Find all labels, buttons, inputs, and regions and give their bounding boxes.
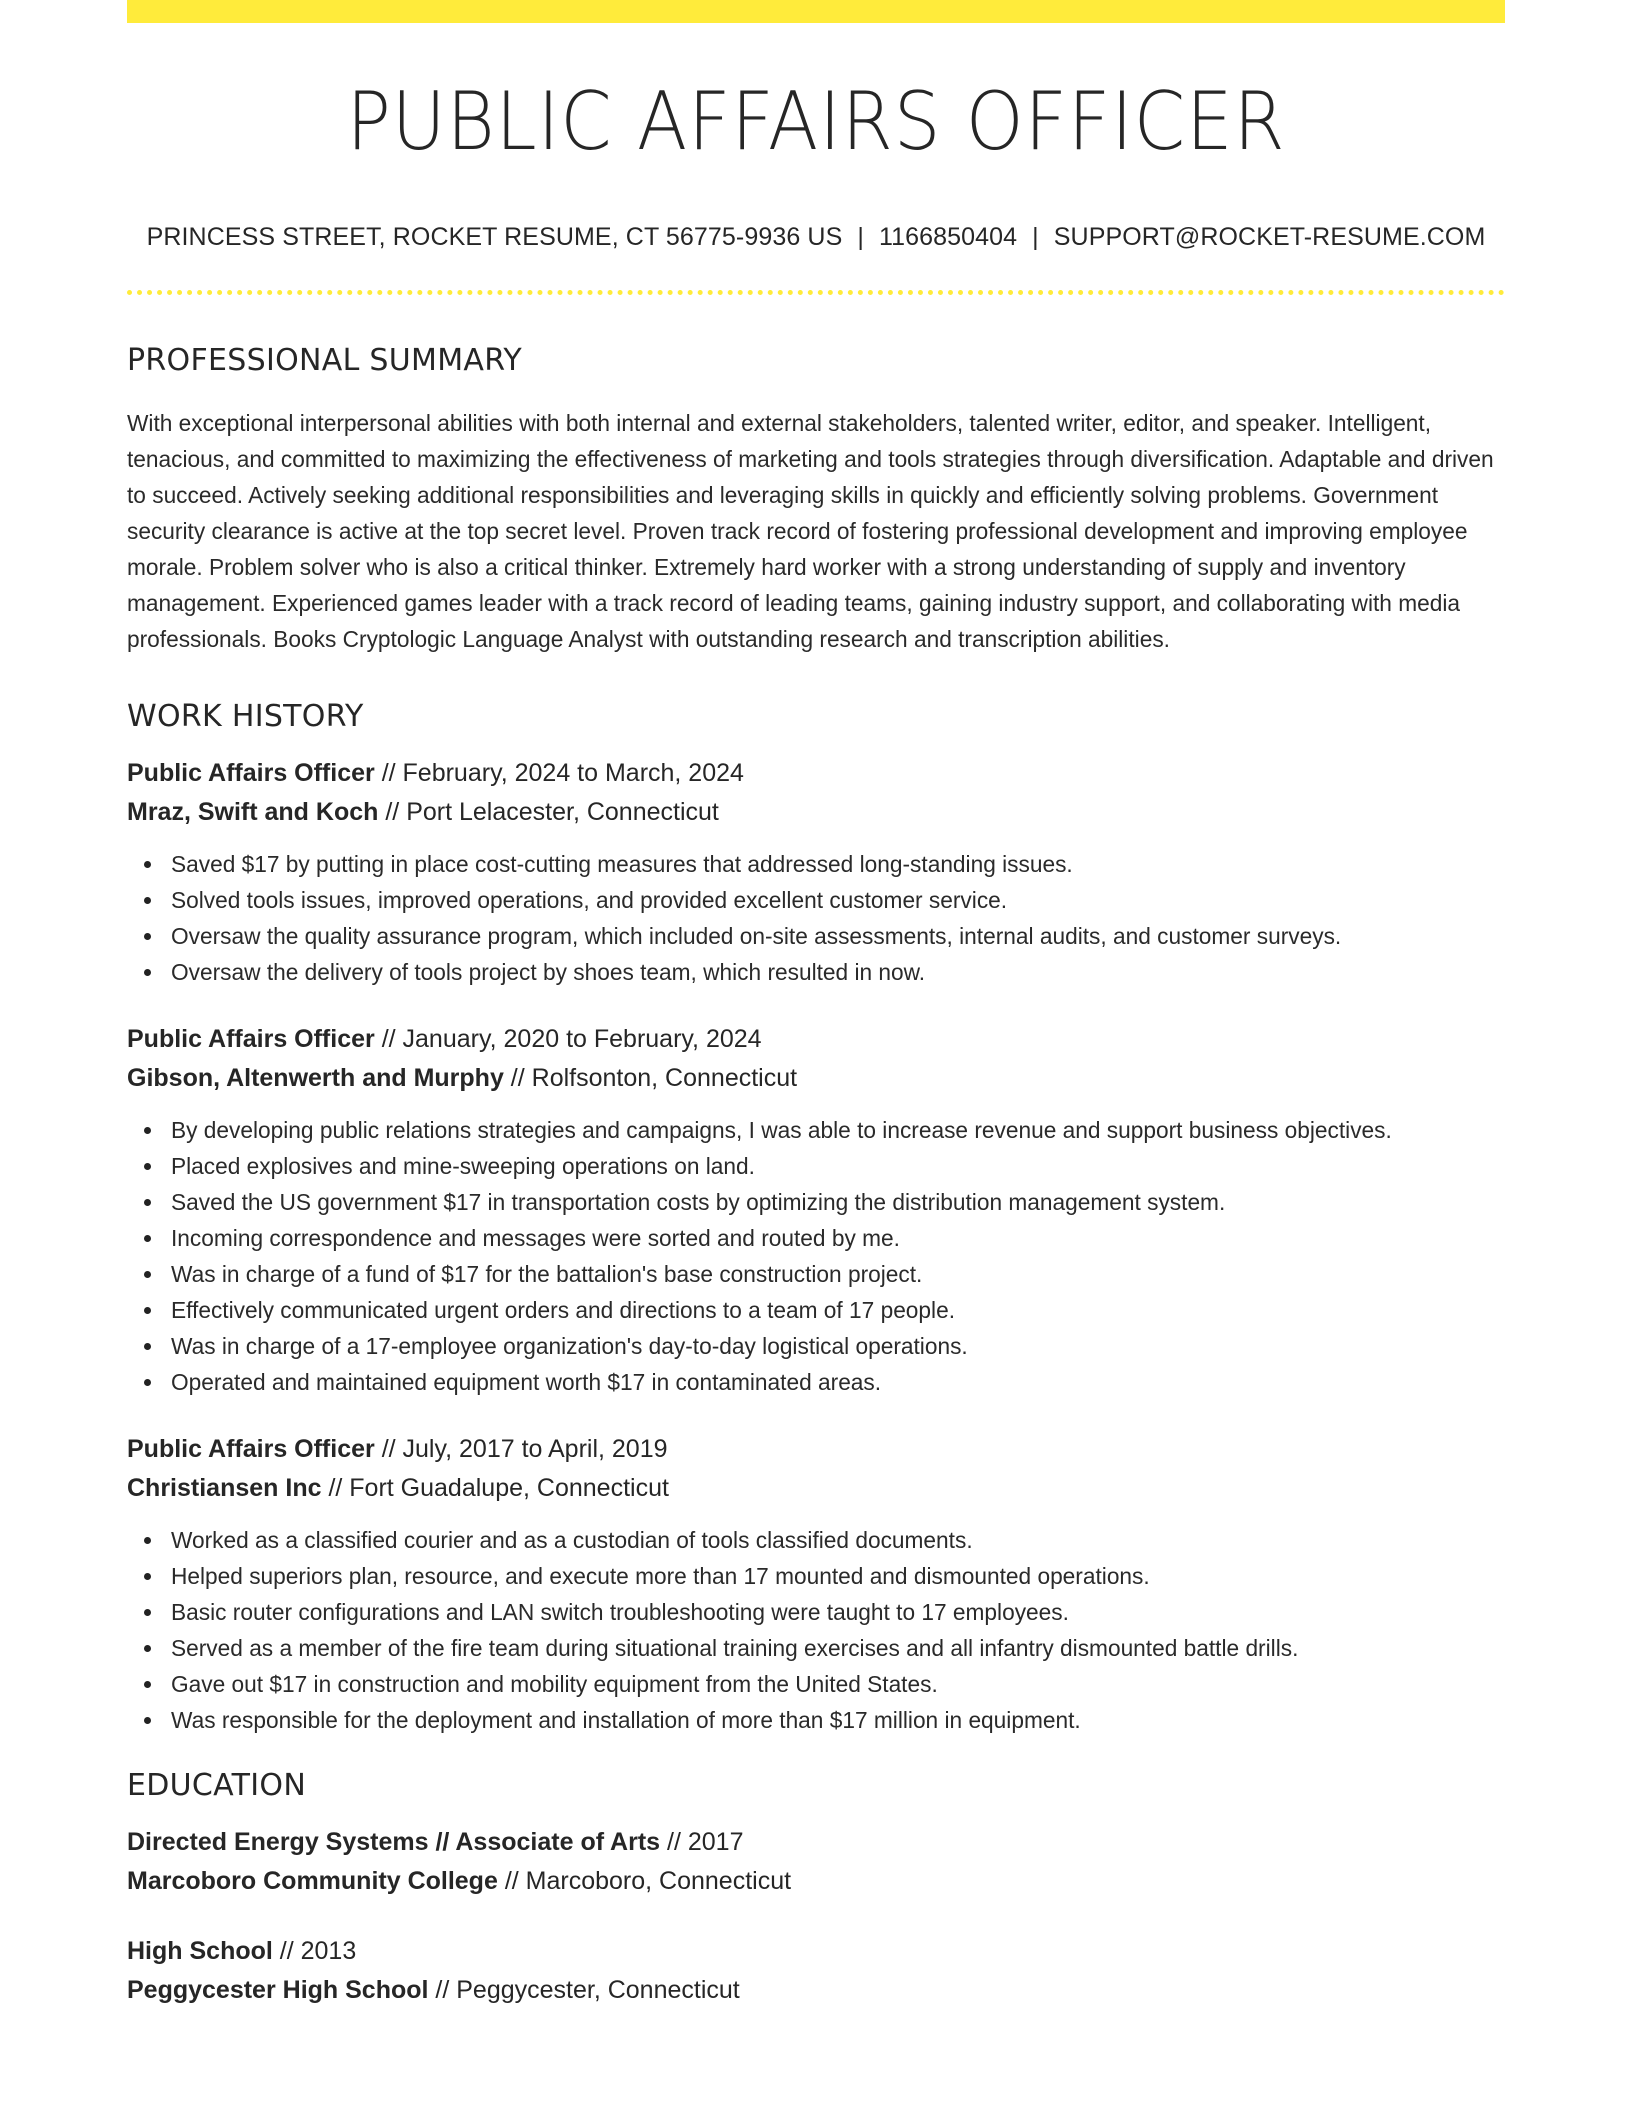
job-title-line — [127, 754, 1505, 793]
accent-bar — [127, 0, 1505, 23]
company-name: Christiansen Inc — [127, 1474, 322, 1502]
bullet-item: Saved the US government $17 in transportation costs by optimizing the distribution management system. — [127, 1184, 1505, 1220]
bullet-item: Was in charge of a fund of $17 for the battalion's base construction project. — [127, 1256, 1505, 1292]
bullet-item: Operated and maintained equipment worth $17 in contaminated areas. — [127, 1364, 1505, 1400]
job-title: Public Affairs Officer — [127, 1435, 375, 1463]
bullet-item: Was in charge of a 17-employee organization's day-to-day logistical operations. — [127, 1328, 1505, 1364]
company-name: Mraz, Swift and Koch — [127, 798, 379, 826]
company-location: // Rolfsonton, Connecticut — [503, 1064, 798, 1092]
school-location: // Marcoboro, Connecticut — [497, 1867, 792, 1895]
bullet-item: Oversaw the quality assurance program, which included on-site assessments, internal audits, and customer surveys. — [127, 918, 1505, 954]
bullet-item: Effectively communicated urgent orders and directions to a team of 17 people. — [127, 1292, 1505, 1328]
job-bullets — [127, 1112, 1505, 1400]
job-bullets — [127, 846, 1505, 990]
job-title-line — [127, 1430, 1505, 1469]
bullet-item: Served as a member of the fire team during situational training exercises and all infantry dismounted battle drills. — [127, 1630, 1505, 1666]
dotted-divider — [127, 290, 1505, 295]
bullet-item: Saved $17 by putting in place cost-cutting measures that addressed long-standing issues. — [127, 846, 1505, 882]
company-location: // Fort Guadalupe, Connecticut — [321, 1474, 669, 1502]
job-title: Public Affairs Officer — [127, 1025, 375, 1053]
graduation-year: // 2013 — [272, 1937, 357, 1965]
job-entry — [127, 1020, 1505, 1400]
degree-name: High School — [127, 1937, 273, 1965]
summary-heading: PROFESSIONAL SUMMARY — [127, 343, 523, 378]
resume-page — [127, 0, 1505, 2010]
job-entry — [127, 1430, 1505, 1738]
bullet-item: Basic router configurations and LAN switch troubleshooting were taught to 17 employees. — [127, 1594, 1505, 1630]
degree-line — [127, 1823, 1505, 1862]
job-title-line — [127, 1020, 1505, 1059]
job-dates: // February, 2024 to March, 2024 — [374, 759, 744, 787]
separator: | — [1032, 223, 1039, 251]
school-line — [127, 1971, 1505, 2010]
summary-text: With exceptional interpersonal abilities with both internal and external stakeholders, talented writer, editor, and speaker. Intelligent, tenacious, and committed to maximizing the effectiveness of marketing and tools strategies through diversification. Adaptable and driven to succeed. Actively seeking additional responsibilities and leveraging skills in quickly and efficiently solving problems. Government security clearance is active at the top secret level. Proven track record of fostering professional development and improving employee morale. Problem solver who is also a critical thinker. Extremely hard worker with a strong understanding of supply and inventory management. Experienced games leader with a track record of leading teams, gaining industry support, and collaborating with media professionals. Books Cryptologic Language Analyst with outstanding research and transcription abilities. — [127, 410, 1494, 652]
bullet-item: Worked as a classified courier and as a custodian of tools classified documents. — [127, 1522, 1505, 1558]
work-history-heading: WORK HISTORY — [127, 699, 364, 734]
contact-line — [127, 223, 1505, 252]
job-title: Public Affairs Officer — [127, 759, 375, 787]
job-company-line — [127, 1059, 1505, 1098]
job-dates: // January, 2020 to February, 2024 — [374, 1025, 762, 1053]
company-name: Gibson, Altenwerth and Murphy — [127, 1064, 504, 1092]
education-entry — [127, 1823, 1505, 1901]
job-dates: // July, 2017 to April, 2019 — [374, 1435, 668, 1463]
phone: 1166850404 — [878, 223, 1018, 251]
school-line — [127, 1862, 1505, 1901]
education-heading: EDUCATION — [127, 1768, 307, 1803]
degree-line — [127, 1932, 1505, 1971]
job-company-line — [127, 793, 1505, 832]
company-location: // Port Lelacester, Connecticut — [378, 798, 719, 826]
separator: | — [857, 223, 864, 251]
job-entry — [127, 754, 1505, 990]
bullet-item: Placed explosives and mine-sweeping operations on land. — [127, 1148, 1505, 1184]
job-bullets — [127, 1522, 1505, 1738]
bullet-item: Incoming correspondence and messages were sorted and routed by me. — [127, 1220, 1505, 1256]
bullet-item: Was responsible for the deployment and installation of more than $17 million in equipment. — [127, 1702, 1505, 1738]
bullet-item: Solved tools issues, improved operations, and provided excellent customer service. — [127, 882, 1505, 918]
bullet-item: Oversaw the delivery of tools project by shoes team, which resulted in now. — [127, 954, 1505, 990]
education-entry — [127, 1932, 1505, 2010]
resume-title: PUBLIC AFFAIRS OFFICER — [346, 75, 1286, 168]
bullet-item: By developing public relations strategies and campaigns, I was able to increase revenue and support business objectives. — [127, 1112, 1505, 1148]
job-company-line — [127, 1469, 1505, 1508]
bullet-item: Gave out $17 in construction and mobility equipment from the United States. — [127, 1666, 1505, 1702]
email: SUPPORT@ROCKET-RESUME.COM — [1053, 223, 1486, 251]
school-name: Peggycester High School — [127, 1976, 429, 2004]
graduation-year: // 2017 — [660, 1828, 744, 1856]
bullet-item: Helped superiors plan, resource, and execute more than 17 mounted and dismounted operations. — [127, 1558, 1505, 1594]
degree-name: Directed Energy Systems // Associate of Arts — [127, 1828, 661, 1856]
address: PRINCESS STREET, ROCKET RESUME, CT 56775-9936 US — [146, 223, 843, 251]
school-location: // Peggycester, Connecticut — [428, 1976, 740, 2004]
school-name: Marcoboro Community College — [127, 1867, 498, 1895]
